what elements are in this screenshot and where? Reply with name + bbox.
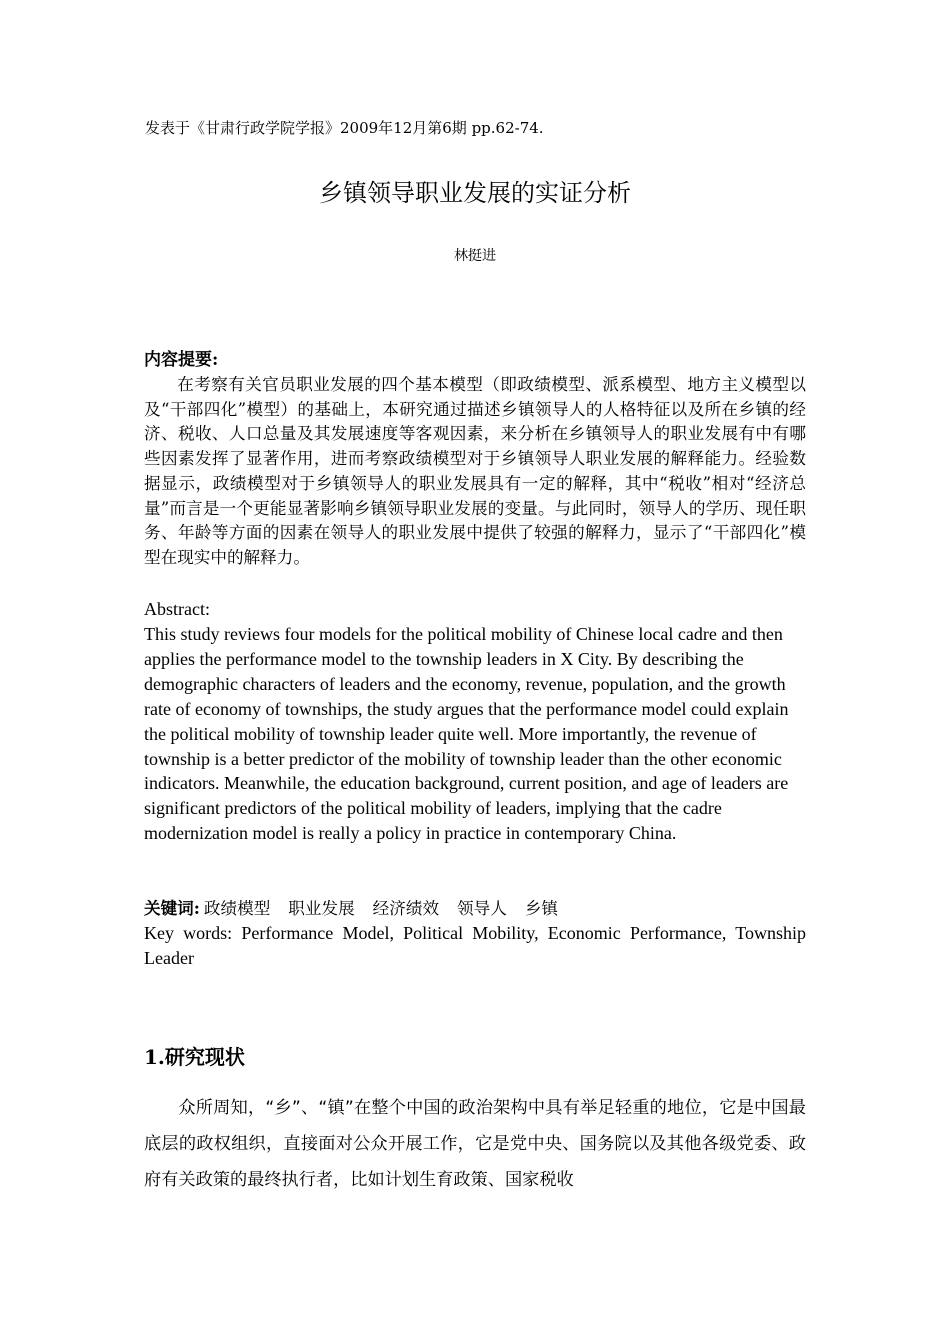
keywords-en: Key words: Performance Model, Political Mobility, Economic Performance, Township Leader — [144, 923, 806, 968]
keywords-zh — [144, 896, 806, 921]
keywords-zh-label: 关键词: — [144, 898, 200, 918]
abstract-zh-heading: 内容提要: — [144, 350, 219, 370]
keyword-zh-item: 乡镇 — [524, 899, 559, 918]
paper-author: 林挺进 — [454, 248, 496, 264]
abstract-en-text: This study reviews four models for the political mobility of Chinese local cadre and then applies the performance model to the township leaders in X City. By describing the demographic characters of leaders and the economy, revenue, population, and the growth rate of economy of townships, the study argues that the performance model could explain the political mobility of township leader quite well. More importantly, the revenue of township is a better predictor of the mobility of township leader than the other economic indicators. Meanwhile, the education background, current position, and age of leaders are significant predictors of the political mobility of leaders, implying that the cadre modernization model is really a policy in practice in contemporary China. — [144, 624, 789, 844]
section-heading: 1.研究现状 — [144, 1045, 245, 1069]
section-paragraph: 众所周知，“乡”、“镇”在整个中国的政治架构中具有举足轻重的地位，它是中国最底层的政权组织，直接面对公众开展工作，它是党中央、国务院以及其他各级党委、政府有关政策的最终执行者，比如计划生育政策、国家税收 — [144, 1098, 806, 1190]
publication-line: 发表于《甘肃行政学院学报》2009年12月第6期 pp.62-74. — [145, 119, 544, 137]
keyword-zh-item: 领导人 — [457, 899, 507, 918]
abstract-en-heading: Abstract: — [144, 599, 210, 619]
keyword-zh-item: 经济绩效 — [372, 899, 440, 918]
keyword-zh-item: 政绩模型 — [203, 899, 271, 918]
abstract-zh-text: 在考察有关官员职业发展的四个基本模型（即政绩模型、派系模型、地方主义模型以及“干部四化”模型）的基础上，本研究通过描述乡镇领导人的人格特征以及所在乡镇的经济、税收、人口总量及其发展速度等客观因素，来分析在乡镇领导人的职业发展有中有哪些因素发挥了显著作用，进而考察政绩模型对于乡镇领导人职业发展的解释能力。经验数据显示，政绩模型对于乡镇领导人的职业发展具有一定的解释，其中“税收”相对“经济总量”而言是一个更能显著影响乡镇领导职业发展的变量。与此同时，领导人的学历、现任职务、年龄等方面的因素在领导人的职业发展中提供了较强的解释力，显示了“干部四化”模型在现实中的解释力。 — [144, 375, 806, 567]
keyword-zh-item: 职业发展 — [288, 899, 355, 918]
paper-title: 乡镇领导职业发展的实证分析 — [319, 179, 631, 207]
